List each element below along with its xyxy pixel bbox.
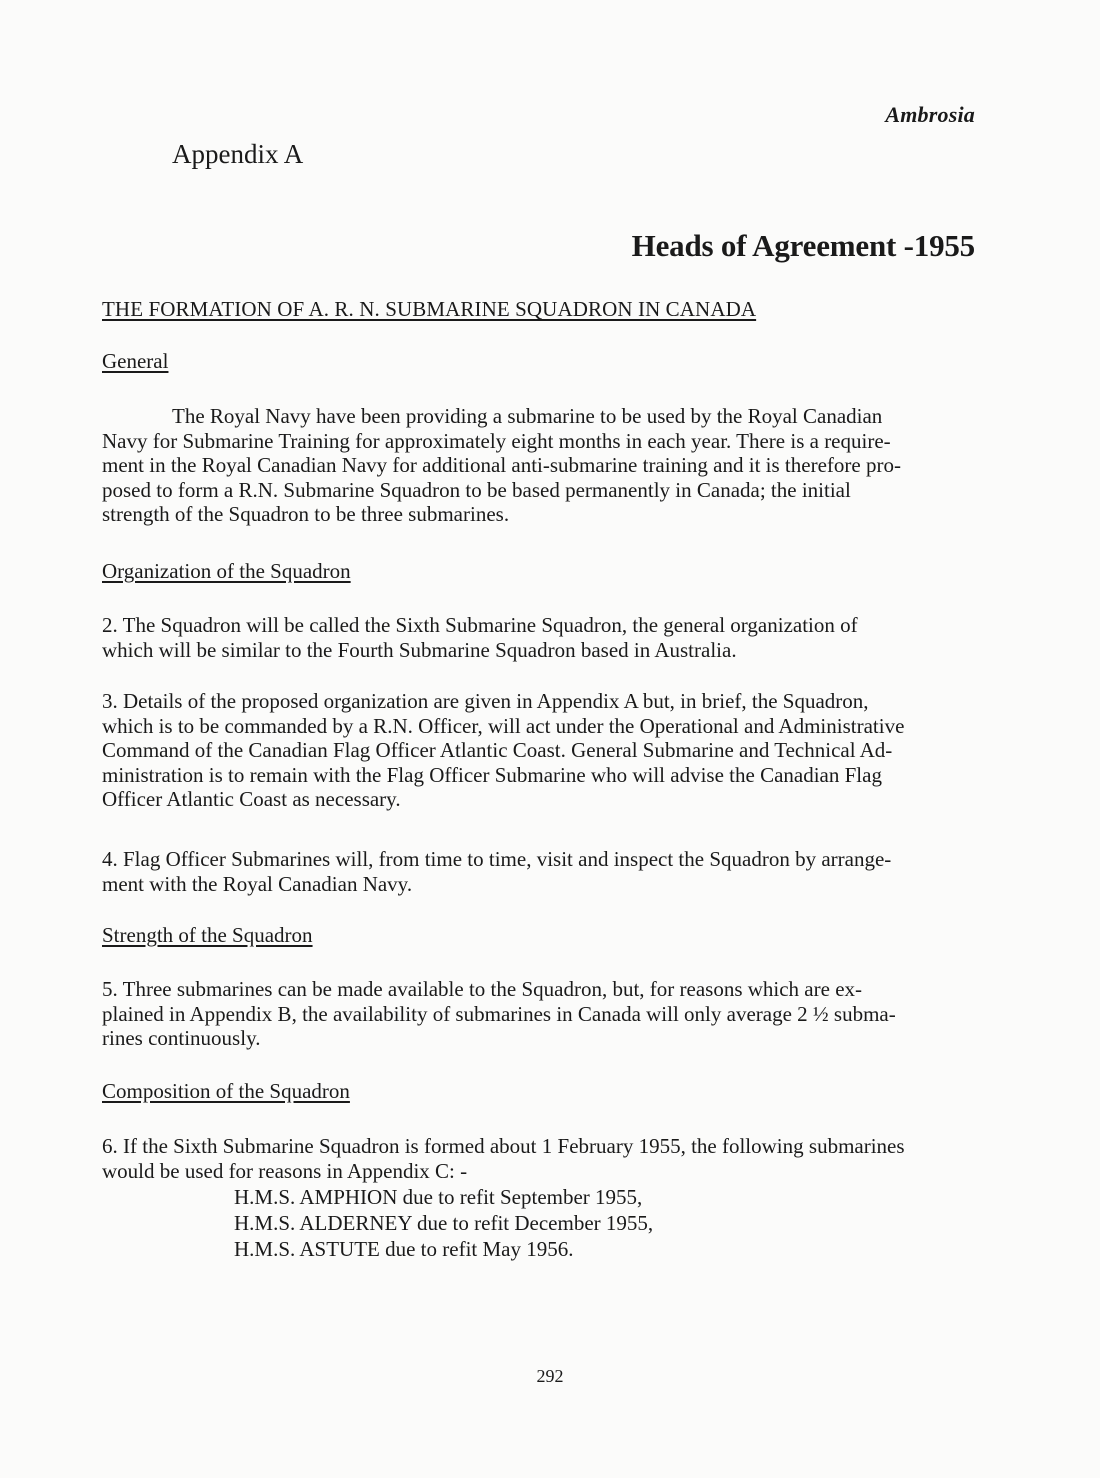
paragraph-line: 3. Details of the proposed organization are given in Appendix A but, in brief, the Squadron,	[102, 689, 869, 713]
submarine-list	[234, 1184, 653, 1262]
paragraph-line: 4. Flag Officer Submarines will, from time to time, visit and inspect the Squadron by arrange-	[102, 847, 892, 871]
list-item: H.M.S. ALDERNEY due to refit December 1955,	[234, 1211, 654, 1235]
paragraph-5	[102, 977, 982, 1051]
paragraph-line: would be used for reasons in Appendix C: -	[102, 1158, 468, 1183]
section-heading-general: General	[102, 349, 169, 373]
page-number: 292	[536, 1366, 564, 1386]
section-heading-organization: Organization of the Squadron	[102, 559, 351, 583]
paragraph-line: 2. The Squadron will be called the Sixth Submarine Squadron, the general organization of	[102, 613, 858, 637]
paragraph-line: strength of the Squadron to be three submarines.	[102, 502, 510, 526]
paragraph-line: Officer Atlantic Coast as necessary.	[102, 787, 401, 811]
paragraph-line: 6. If the Sixth Submarine Squadron is formed about 1 February 1955, the following submarines	[102, 1134, 905, 1158]
paragraph-line: Command of the Canadian Flag Officer Atlantic Coast. General Submarine and Technical Ad-	[102, 738, 893, 762]
list-item: H.M.S. AMPHION due to refit September 1955,	[234, 1185, 643, 1209]
paragraph-line: Navy for Submarine Training for approximately eight months in each year. There is a require-	[102, 428, 891, 453]
main-heading: THE FORMATION OF A. R. N. SUBMARINE SQUADRON IN CANADA	[102, 297, 757, 321]
paragraph-line: which is to be commanded by a R.N. Officer, will act under the Operational and Administrative	[102, 713, 905, 738]
running-head: Ambrosia	[885, 102, 975, 127]
section-heading-strength: Strength of the Squadron	[102, 923, 313, 947]
list-item: H.M.S. ASTUTE due to refit May 1956.	[234, 1237, 574, 1261]
paragraph-general	[102, 404, 982, 527]
paragraph-line: ment in the Royal Canadian Navy for additional anti-submarine training and it is therefore pro-	[102, 453, 901, 477]
paragraph-line: posed to form a R.N. Submarine Squadron to be based permanently in Canada; the initial	[102, 477, 851, 502]
document-title: Heads of Agreement -1955	[631, 228, 975, 263]
paragraph-line: ministration is to remain with the Flag Officer Submarine who will advise the Canadian Flag	[102, 762, 882, 787]
appendix-label: Appendix A	[172, 139, 304, 169]
paragraph-line: plained in Appendix B, the availability of submarines in Canada will only average 2 ½ subma-	[102, 1001, 896, 1026]
paragraph-line: rines continuously.	[102, 1026, 261, 1050]
paragraph-6	[102, 1134, 982, 1183]
paragraph-3	[102, 689, 982, 812]
paragraph-line: ment with the Royal Canadian Navy.	[102, 871, 413, 896]
paragraph-4	[102, 847, 982, 896]
paragraph-line: The Royal Navy have been providing a submarine to be used by the Royal Canadian	[172, 404, 883, 428]
paragraph-2	[102, 613, 982, 662]
paragraph-line: which will be similar to the Fourth Submarine Squadron based in Australia.	[102, 637, 737, 662]
section-heading-composition: Composition of the Squadron	[102, 1079, 350, 1103]
paragraph-line: 5. Three submarines can be made available to the Squadron, but, for reasons which are ex-	[102, 977, 863, 1001]
